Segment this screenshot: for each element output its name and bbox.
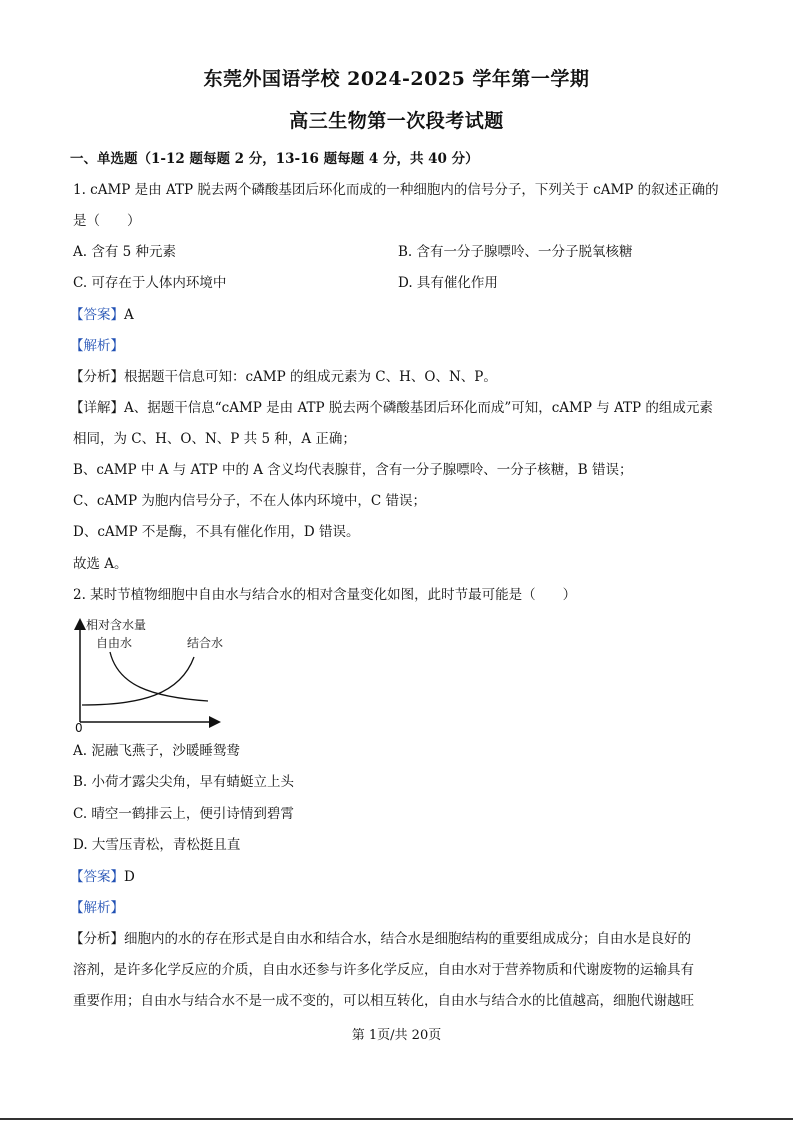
q1-option-a: A. 含有 5 种元素 [73, 244, 177, 260]
q1-stem-line1: 1. cAMP 是由 ATP 脱去两个磷酸基团后环化而成的一种细胞内的信号分子，下列关于 cAMP 的叙述正确的 [73, 182, 719, 198]
xiangjie-text: A、据题干信息“cAMP 是由 ATP 脱去两个磷酸基团后环化而成”可知，cAMP 与 ATP 的组成元素 [124, 400, 713, 416]
document-subtitle: 高三生物第一次段考试题 [289, 110, 504, 132]
q2-fenxi-line3: 重要作用；自由水与结合水不是一成不变的，可以相互转化，自由水与结合水的比值越高，细胞代谢越旺 [73, 993, 694, 1009]
document-title: 东莞外国语学校 2024-2025 学年第一学期 [203, 68, 590, 90]
q1-stem-line2: 是（ ） [73, 213, 141, 229]
q2-answer [70, 868, 135, 886]
q1-xiangjie-line2: 相同，为 C、H、O、N、P 共 5 种，A 正确； [73, 431, 356, 447]
q2-option-c: C. 晴空一鹤排云上，便引诗情到碧霄 [73, 806, 294, 822]
water-content-figure [70, 615, 230, 735]
page-bottom-rule [0, 1118, 793, 1120]
q1-explain-b: B、cAMP 中 A 与 ATP 中的 A 含义均代表腺苷，含有一分子腺嘌呤、一分子核糖，B 错误； [73, 462, 633, 478]
q1-conclusion: 故选 A。 [73, 556, 128, 572]
fenxi-text: 根据题干信息可知：cAMP 的组成元素为 C、H、O、N、P。 [124, 369, 497, 385]
q2-fenxi-line1 [70, 930, 691, 948]
origin-label: 0 [75, 721, 83, 735]
answer-value: A [124, 307, 134, 323]
q1-explain-d: D、cAMP 不是酶，不具有催化作用，D 错误。 [73, 524, 360, 540]
q2-option-a: A. 泥融飞燕子，沙暖睡鸳鸯 [73, 743, 240, 759]
answer-tag: 【答案】 [70, 869, 124, 885]
q2-option-d: D. 大雪压青松，青松挺且直 [73, 837, 241, 853]
q1-option-c: C. 可存在于人体内环境中 [73, 275, 227, 291]
q2-option-b: B. 小荷才露尖尖角，早有蜻蜓立上头 [73, 774, 295, 790]
answer-value: D [124, 869, 135, 885]
q1-answer [70, 306, 134, 324]
q1-option-b: B. 含有一分子腺嘌呤、一分子脱氧核糖 [398, 244, 633, 260]
q2-stem: 2. 某时节植物细胞中自由水与结合水的相对含量变化如图，此时节最可能是（ ） [73, 587, 577, 603]
section-heading: 一、单选题（1-12 题每题 2 分，13-16 题每题 4 分，共 40 分） [70, 151, 479, 167]
q1-option-d: D. 具有催化作用 [398, 275, 498, 291]
fenxi-tag: 【分析】 [70, 931, 124, 947]
xiangjie-tag: 【详解】 [70, 400, 124, 416]
q1-analysis-tag: 【解析】 [70, 338, 124, 354]
free-water-label: 自由水 [96, 636, 133, 650]
fenxi-tag: 【分析】 [70, 369, 124, 385]
q1-explain-c: C、cAMP 为胞内信号分子，不在人体内环境中，C 错误； [73, 493, 426, 509]
q2-fenxi-line2: 溶剂，是许多化学反应的介质，自由水还参与许多化学反应，自由水对于营养物质和代谢废物的运输具有 [73, 962, 694, 978]
bound-water-label: 结合水 [187, 636, 224, 650]
q1-xiangjie-line1 [70, 399, 713, 417]
answer-tag: 【答案】 [70, 307, 124, 323]
q2-analysis-tag: 【解析】 [70, 900, 124, 916]
page-number: 第 1页/共 20页 [351, 1028, 442, 1043]
fenxi-text: 细胞内的水的存在形式是自由水和结合水，结合水是细胞结构的重要组成成分；自由水是良好的 [124, 931, 691, 947]
q1-fenxi [70, 368, 497, 386]
y-axis-label: 相对含水量 [86, 618, 147, 632]
